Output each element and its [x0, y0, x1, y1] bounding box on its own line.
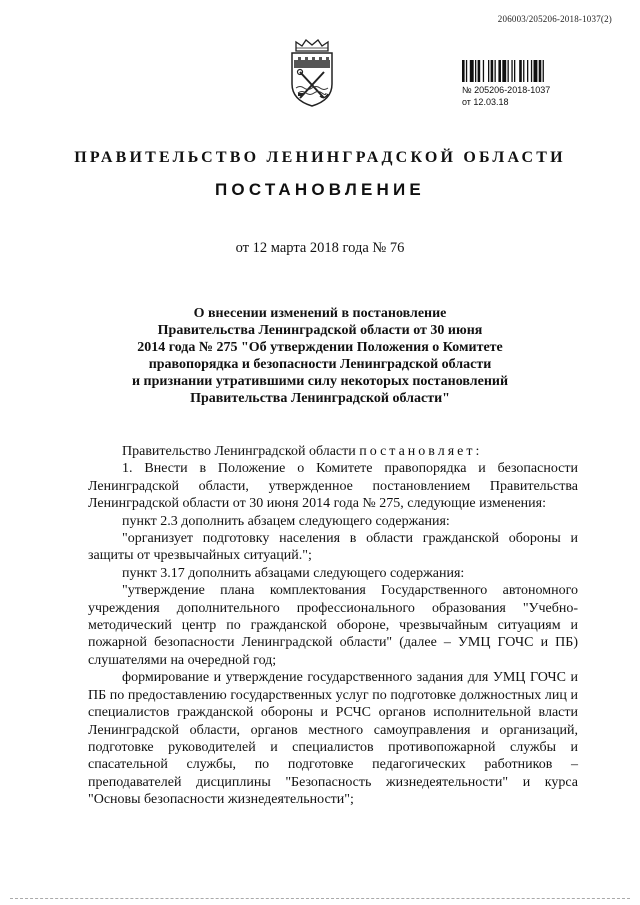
- title-line: Правительства Ленинградской области": [190, 391, 450, 406]
- coat-of-arms-icon: [288, 38, 336, 108]
- title-line: Правительства Ленинградской области от 30 июня: [157, 323, 483, 338]
- barcode-icon: [462, 60, 582, 82]
- registration-stamp: [462, 60, 602, 108]
- body-paragraph: пункт 2.3 дополнить абзацем следующего содержания:: [122, 513, 450, 529]
- document-date: от 12 марта 2018 года № 76: [235, 240, 405, 256]
- body-paragraph: пункт 3.17 дополнить абзацами следующего содержания:: [122, 565, 465, 581]
- registration-number: № 205206-2018-1037: [462, 85, 551, 95]
- body-paragraph: "организует подготовку населения в области гражданской обороны и защиты от чрезвычайных ситуаций.";: [88, 531, 578, 564]
- body-paragraph: 1. Внести в Положение о Комитете правопорядка и безопасности Ленинградской области, утвержденное постановлением Правительства Ленинградской области от 30 июня 2014 года № 275, следующие изменения:: [88, 461, 578, 512]
- government-name: ПРАВИТЕЛЬСТВО ЛЕНИНГРАДСКОЙ ОБЛАСТИ: [74, 149, 566, 166]
- document-body: [88, 443, 578, 809]
- registration-date: от 12.03.18: [462, 97, 509, 107]
- document-code: 206003/205206-2018-1037(2): [497, 14, 612, 24]
- intro-verb: постановляет:: [359, 444, 483, 459]
- intro-paragraph: [88, 443, 578, 460]
- title-line: правопорядка и безопасности Ленинградской области: [148, 357, 492, 372]
- body-paragraph: формирование и утверждение государственного задания для УМЦ ГОЧС и ПБ по предоставлению государственных услуг по подготовке должностных лиц и специалистов гражданской обороны и РСЧС органов исполнительной власти Ленинградской области, органов местного самоуправления и организаций, подготовке руководителей и специалистов противопожарной службы и спасательной службы, по подготовке педагогических работников – преподавателей дисциплины "Безопасность жизнедеятельности" и курса "Основы безопасности жизнедеятельности";: [88, 670, 578, 808]
- intro-prefix: Правительство Ленинградской области: [122, 444, 360, 459]
- body-paragraph: "утверждение плана комплектования Государственного автономного учреждения дополнительного профессионального образования "Учебно-методический центр по гражданской обороне, чрезвычайным ситуациям и пожарной безопасности Ленинградской области" (далее – УМЦ ГОЧС и ПБ) слушателями на очередной год;: [88, 583, 578, 668]
- document-title: [100, 305, 540, 407]
- scan-edge-line: [10, 898, 630, 899]
- title-line: 2014 года № 275 "Об утверждении Положения о Комитете: [137, 340, 503, 355]
- title-line: О внесении изменений в постановление: [193, 306, 447, 321]
- title-line: и признании утратившими силу некоторых постановлений: [131, 374, 509, 389]
- document-type: ПОСТАНОВЛЕНИЕ: [215, 180, 425, 199]
